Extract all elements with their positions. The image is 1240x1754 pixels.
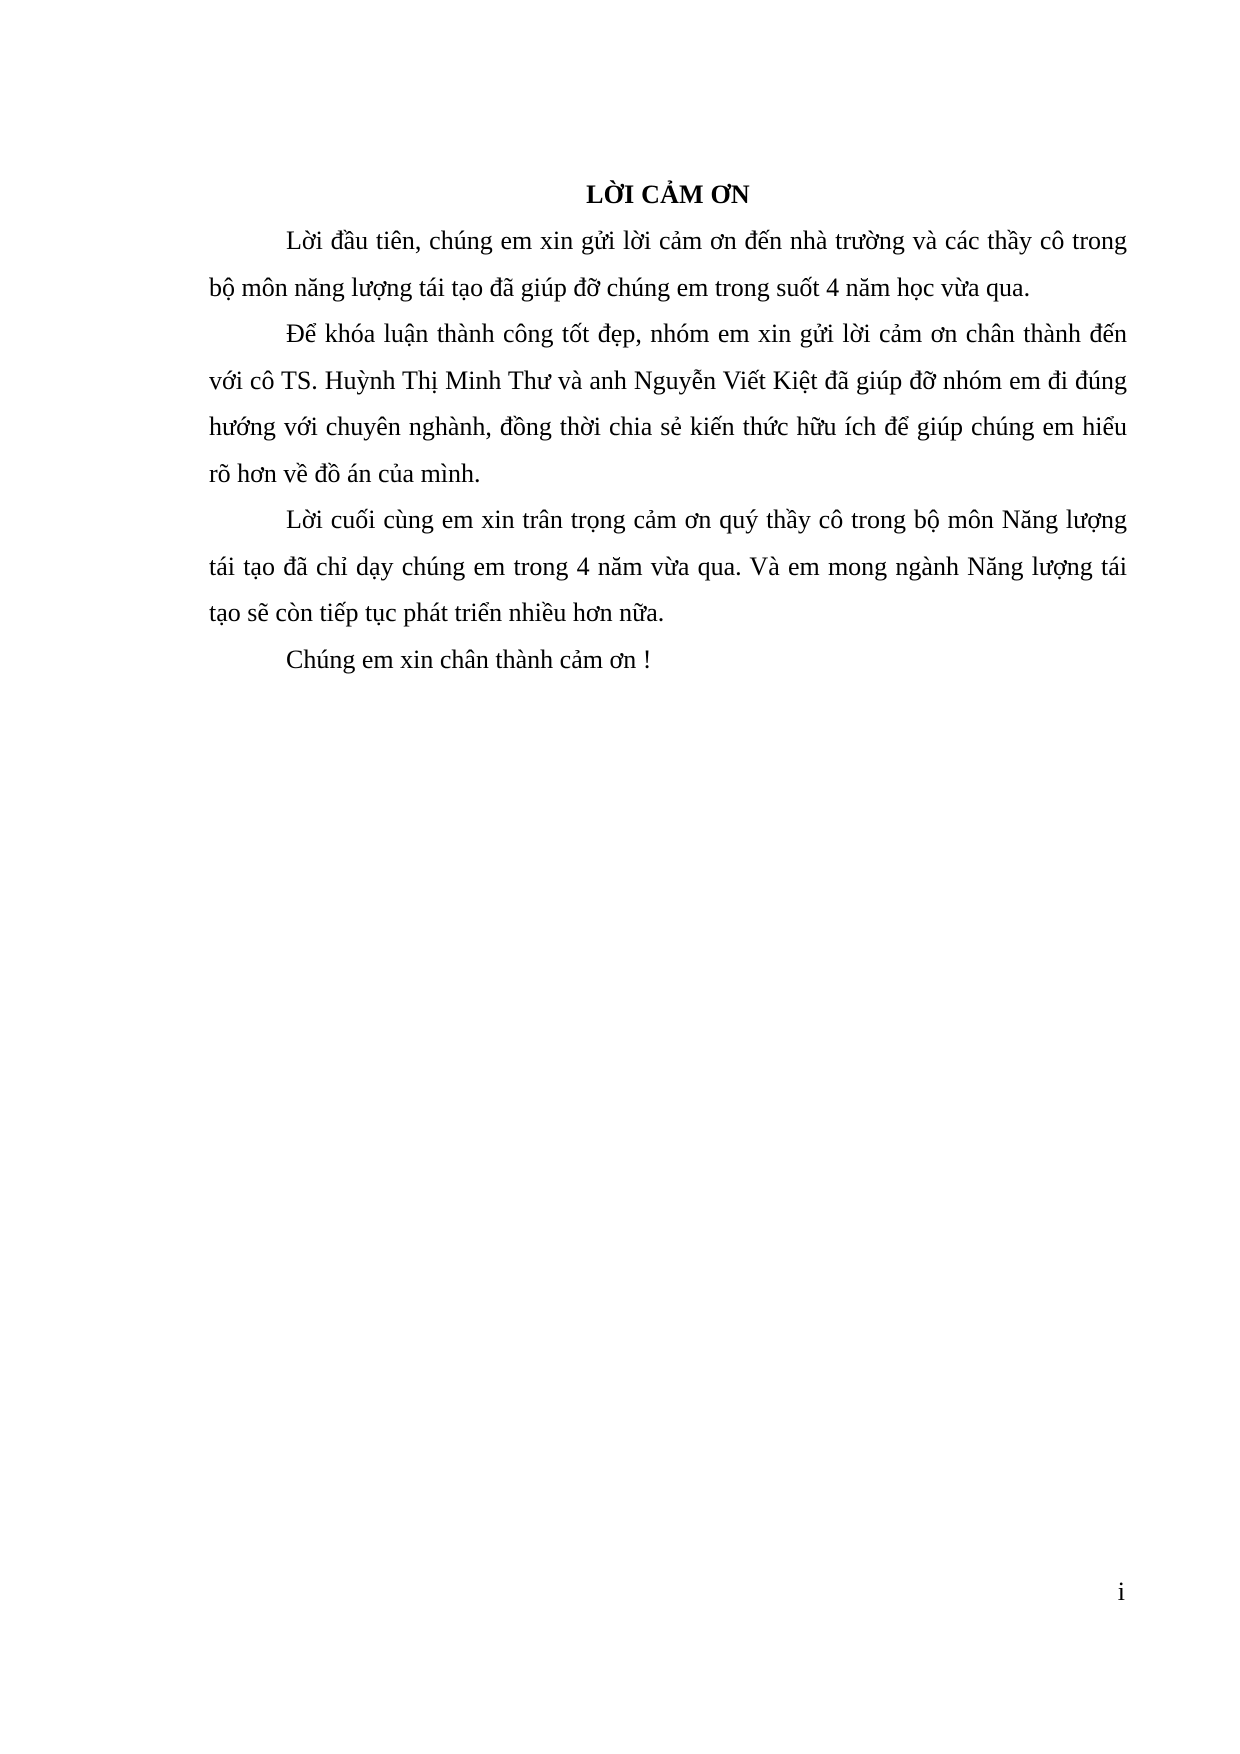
page-content bbox=[209, 172, 1127, 683]
paragraph-department: Lời cuối cùng em xin trân trọng cảm ơn quý thầy cô trong bộ môn Năng lượng tái tạo đã chỉ dạy chúng em trong 4 năm vừa qua. Và em mong ngành Năng lượng tái tạo sẽ còn tiếp tục phát triển nhiều hơn nữa. bbox=[209, 505, 1127, 627]
page-title: LỜI CẢM ƠN bbox=[586, 180, 750, 209]
paragraph-supervisors: Để khóa luận thành công tốt đẹp, nhóm em xin gửi lời cảm ơn chân thành đến với cô TS. Huỳnh Thị Minh Thư và anh Nguyễn Viết Kiệt đã giúp đỡ nhóm em đi đúng hướng với chuyên nghành, đồng thời chia sẻ kiến thức hữu ích để giúp chúng em hiểu rõ hơn về đồ án của mình. bbox=[209, 319, 1127, 488]
paragraph-intro: Lời đầu tiên, chúng em xin gửi lời cảm ơn đến nhà trường và các thầy cô trong bộ môn năng lượng tái tạo đã giúp đỡ chúng em trong suốt 4 năm học vừa qua. bbox=[209, 226, 1127, 302]
page-number: i bbox=[1117, 1577, 1125, 1606]
paragraph-closing: Chúng em xin chân thành cảm ơn ! bbox=[286, 644, 652, 674]
